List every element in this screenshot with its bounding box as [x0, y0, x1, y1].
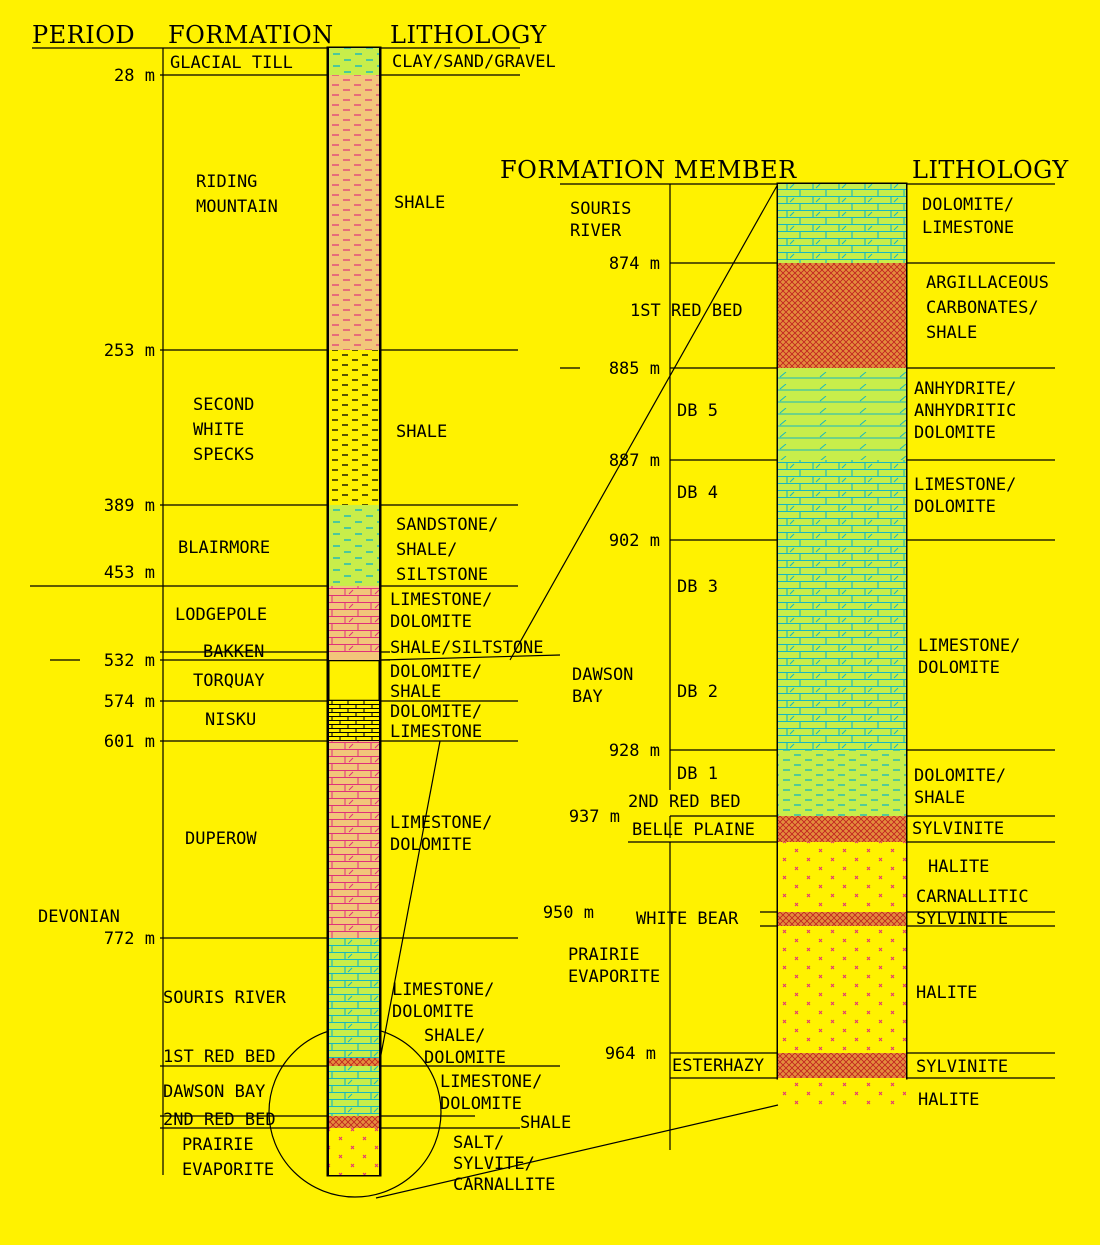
lithology-label: SHALE [926, 323, 978, 343]
formation-label: DUPEROW [185, 829, 257, 849]
formation-label: RIVER [570, 221, 622, 241]
header-formation-member: FORMATION MEMBER [500, 156, 797, 184]
member-label: WHITE BEAR [636, 909, 739, 929]
header-formation: FORMATION [168, 21, 334, 49]
lithology-label: SHALE [394, 193, 446, 213]
depth-label: 950 m [542, 903, 594, 923]
lithology-fill [778, 460, 906, 540]
lithology-label: LIMESTONE/ [918, 636, 1021, 656]
lithology-label: CARBONATES/ [926, 298, 1039, 318]
formation-label: SPECKS [193, 445, 255, 465]
lithology-fill [778, 263, 906, 368]
lithology-label: LIMESTONE/ [914, 475, 1017, 495]
lithology-label: HALITE [916, 983, 978, 1003]
formation-label: NISKU [205, 710, 257, 730]
lithology-label: LIMESTONE/ [390, 813, 493, 833]
formation-label: MOUNTAIN [196, 197, 278, 217]
formation-label: RIDING [196, 172, 258, 192]
period-label: DEVONIAN [38, 907, 120, 927]
lithology-fill [329, 1128, 379, 1175]
lithology-label: HALITE [918, 1090, 980, 1110]
depth-label: 601 m [103, 732, 155, 752]
member-label: 1ST RED BED [630, 301, 743, 321]
lithology-label: DOLOMITE/ [390, 662, 483, 682]
lithology-label: LIMESTONE/ [390, 590, 493, 610]
formation-label: 1ST RED BED [163, 1047, 276, 1067]
lithology-label: SHALE/ [424, 1026, 486, 1046]
depth-label: 964 m [604, 1044, 656, 1064]
member-label: 2ND RED BED [628, 792, 741, 812]
depth-label: 253 m [103, 341, 155, 361]
member-label: DB 3 [677, 577, 718, 597]
formation-label: TORQUAY [193, 671, 265, 691]
lithology-label: DOLOMITE/ [922, 195, 1015, 215]
lithology-label: ANHYDRITIC [914, 401, 1017, 421]
depth-label: 772 m [103, 929, 155, 949]
lithology-label: CLAY/SAND/GRAVEL [392, 52, 556, 72]
formation-label: SOURIS [570, 199, 632, 219]
lithology-fill [329, 741, 379, 938]
lithology-fill [778, 842, 906, 912]
lithology-fill [329, 48, 379, 75]
lithology-label: SYLVITE/ [453, 1154, 535, 1174]
depth-label: 928 m [608, 741, 660, 761]
depth-label: 902 m [608, 531, 660, 551]
lithology-label: DOLOMITE [914, 497, 996, 517]
lithology-fill [329, 1058, 379, 1066]
lithology-label: DOLOMITE [918, 658, 1000, 678]
formation-label: DAWSON BAY [163, 1082, 266, 1102]
lithology-label: DOLOMITE [424, 1048, 506, 1068]
header-period: PERIOD [32, 21, 136, 49]
lithology-fill [329, 505, 379, 586]
lithology-label: CARNALLITE [453, 1175, 556, 1195]
lithology-fill [329, 1066, 379, 1116]
lithology-fill [329, 75, 379, 350]
formation-label: WHITE [193, 420, 245, 440]
lithology-label: LIMESTONE/ [440, 1072, 543, 1092]
lithology-label: SANDSTONE/ [396, 515, 499, 535]
lithology-label: SILTSTONE [396, 565, 489, 585]
depth-label: 937 m [568, 807, 620, 827]
depth-label: 453 m [103, 563, 155, 583]
lithology-label: SHALE/SILTSTONE [390, 638, 544, 658]
lithology-label: SHALE [390, 682, 442, 702]
member-label: DB 4 [677, 483, 718, 503]
lithology-fill [329, 586, 379, 652]
lithology-label: CARNALLITIC [916, 887, 1029, 907]
lithology-fill [778, 184, 906, 263]
lithology-fill [778, 912, 906, 926]
lithology-fill [778, 1078, 906, 1105]
formation-label: 2ND RED BED [163, 1110, 276, 1130]
formation-label: DAWSON [572, 665, 634, 685]
formation-label: PRAIRIE [568, 945, 640, 965]
formation-label: BAY [572, 687, 603, 707]
member-label: DB 1 [677, 764, 718, 784]
lithology-fill [778, 816, 906, 842]
expansion-line [376, 1105, 778, 1198]
depth-label: 28 m [114, 66, 155, 86]
formation-label: LODGEPOLE [175, 605, 268, 625]
lithology-label: SHALE/ [396, 540, 458, 560]
lithology-fill [778, 368, 906, 460]
lithology-label: DOLOMITE/ [390, 702, 483, 722]
lithology-label: SHALE [520, 1113, 572, 1133]
lithology-label: LIMESTONE/ [392, 980, 495, 1000]
header-lithology: LITHOLOGY [390, 21, 547, 49]
formation-label: BAKKEN [203, 642, 265, 662]
lithology-label: DOLOMITE [390, 835, 472, 855]
member-label: ESTERHAZY [672, 1056, 765, 1076]
member-label: DB 2 [677, 682, 718, 702]
header-lithology-right: LITHOLOGY [912, 156, 1069, 184]
lithology-fill [778, 750, 906, 816]
formation-label: EVAPORITE [182, 1160, 275, 1180]
lithology-label: DOLOMITE [914, 423, 996, 443]
member-label: BELLE PLAINE [632, 820, 755, 840]
lithology-fill [329, 938, 379, 1058]
lithology-label: HALITE [928, 857, 990, 877]
lithology-label: DOLOMITE [390, 612, 472, 632]
depth-label: 532 m [103, 651, 155, 671]
lithology-label: SHALE [914, 788, 966, 808]
depth-label: 874 m [608, 254, 660, 274]
formation-label: GLACIAL TILL [170, 53, 293, 73]
lithology-label: LIMESTONE [922, 218, 1015, 238]
formation-label: SOURIS RIVER [163, 988, 286, 1008]
lithology-label: LIMESTONE [390, 722, 483, 742]
depth-label: 389 m [103, 496, 155, 516]
lithology-label: DOLOMITE [392, 1002, 474, 1022]
lithology-label: SALT/ [453, 1133, 505, 1153]
lithology-fill [329, 350, 379, 505]
lithology-fill [329, 701, 379, 741]
formation-label: BLAIRMORE [178, 538, 271, 558]
lithology-fill [329, 652, 379, 660]
lithology-label: ARGILLACEOUS [926, 273, 1049, 293]
formation-label: SECOND [193, 395, 255, 415]
lithology-label: SHALE [396, 422, 448, 442]
lithology-label: SYLVINITE [916, 1057, 1009, 1077]
lithology-label: SYLVINITE [912, 819, 1005, 839]
formation-label: PRAIRIE [182, 1135, 254, 1155]
lithology-label: DOLOMITE/ [914, 766, 1007, 786]
depth-label: 574 m [103, 692, 155, 712]
lithology-label: SYLVINITE [916, 909, 1009, 929]
lithology-fill [329, 1116, 379, 1128]
lithology-label: DOLOMITE [440, 1094, 522, 1114]
lithology-label: ANHYDRITE/ [914, 379, 1017, 399]
formation-label: EVAPORITE [568, 967, 661, 987]
depth-label: 887 m [608, 451, 660, 471]
lithology-fill [778, 540, 906, 750]
lithology-fill [778, 1053, 906, 1078]
depth-label: 885 m [608, 359, 660, 379]
member-label: DB 5 [677, 401, 718, 421]
lithology-fill [778, 926, 906, 1053]
